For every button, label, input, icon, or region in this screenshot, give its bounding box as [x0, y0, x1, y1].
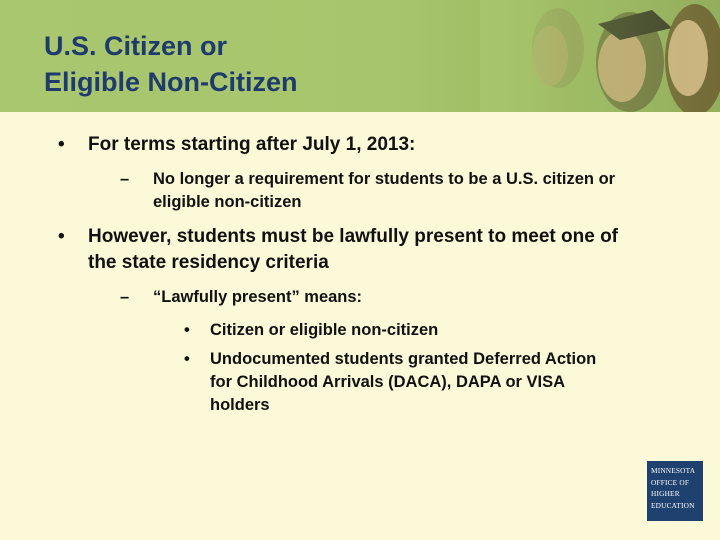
slide-body: [58, 132, 618, 423]
logo-line-4: EDUCATION: [651, 500, 695, 510]
title-line-1: U.S. Citizen or: [44, 31, 228, 61]
sub-item-2-text: Undocumented students granted Deferred Action for Childhood Arrivals (DACA), DAPA or VISA holders: [210, 350, 597, 414]
dash-marker: –: [120, 170, 130, 188]
bullet-1-text: For terms starting after July 1, 2013:: [88, 134, 416, 155]
bullet-marker: •: [184, 321, 190, 339]
slide-title: [44, 28, 298, 100]
students-photo: [480, 0, 720, 112]
logo-line-3: HIGHER: [651, 489, 680, 498]
bullet-1-sub-1-text: No longer a requirement for students to be a U.S. citizen or eligible non-citizen: [153, 170, 616, 211]
title-line-2: Eligible Non-Citizen: [44, 67, 298, 97]
bullet-2-sub-1-text: “Lawfully present” means:: [153, 288, 363, 306]
dash-marker: –: [120, 288, 130, 306]
bullet-2-sub-1-item-1: [184, 319, 618, 342]
bullet-marker: •: [58, 226, 65, 247]
header-banner: [0, 0, 720, 112]
bullet-2: [58, 224, 618, 276]
bullet-1-sub-1: [120, 168, 618, 214]
logo-line-2: OFFICE OF: [651, 477, 690, 487]
bullet-marker: •: [184, 350, 190, 368]
bullet-2-sub-1-item-2: [184, 348, 618, 417]
bullet-marker: •: [58, 134, 65, 155]
bullet-2-sub-1: [120, 286, 618, 309]
sub-item-1-text: Citizen or eligible non-citizen: [210, 321, 439, 339]
bullet-1: [58, 132, 618, 158]
bullet-2-text: However, students must be lawfully present to meet one of the state residency criteria: [88, 226, 618, 273]
logo-line-1: MINNESOTA: [651, 466, 696, 475]
minnesota-office-of-higher-education-logo: [647, 461, 703, 521]
